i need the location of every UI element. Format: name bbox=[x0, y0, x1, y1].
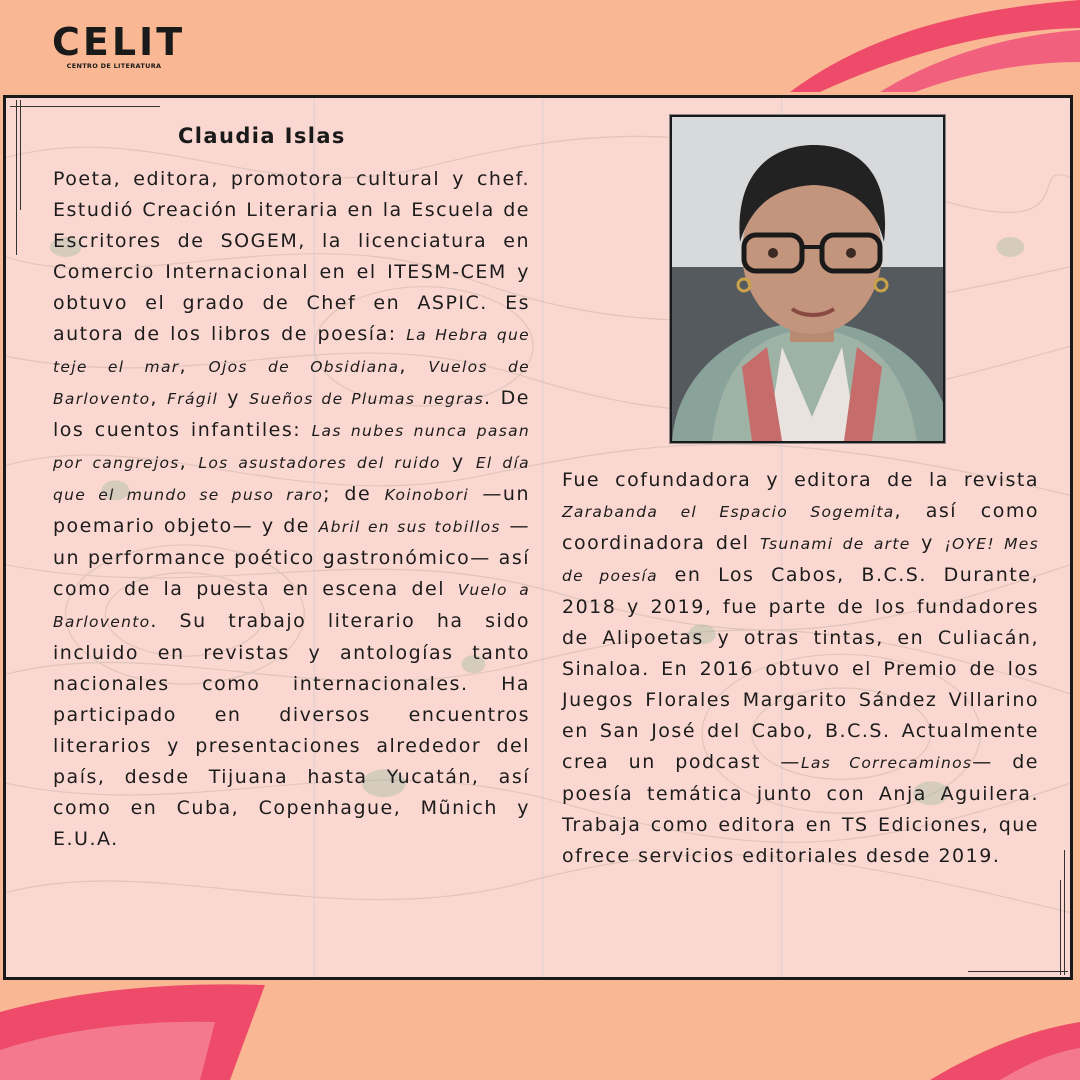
book-title: Ojos de Obsidiana bbox=[208, 358, 400, 376]
bio-text: Fue cofundadora y editora de la revista bbox=[562, 469, 1039, 491]
bio-text: en Los Cabos, B.C.S. Durante, 2018 y 2019, fue parte de los fundadores de Alipoetas y otras tintas, en Culiacán, Sinaloa. En 2016 obtuvo el Premio de los Juegos Florales Margarito Sández Villarino en San José del Cabo, B.C.S. Actualmente crea un podcast — bbox=[562, 564, 1039, 773]
book-title: Frágil bbox=[167, 390, 219, 408]
bio-text: y bbox=[440, 451, 476, 473]
bio-text: ; de bbox=[323, 483, 385, 505]
frame-line-right-2 bbox=[1060, 880, 1061, 975]
bio-text: , bbox=[179, 451, 199, 473]
book-title: Los asustadores del ruido bbox=[198, 454, 441, 472]
bio-text: Poeta, editora, promotora cultural y chef. Estudió Creación Literaria en la Escuela de Escritores de SOGEM, la licenciatura en Comercio Internacional en el ITESM-CEM y obtuvo el grado de Chef en ASPIC. Es autora de los libros de poesía: bbox=[53, 168, 530, 345]
book-title: Las nubes nunca pasan por cangrejos bbox=[53, 422, 530, 472]
bio-text: — de poesía temática junto con Anja Aguilera. Trabaja como editora en TS Ediciones, que ofrece servicios editoriales desde 2019. bbox=[562, 751, 1039, 867]
bio-text: , bbox=[150, 387, 168, 409]
book-title: Las Correcaminos bbox=[800, 754, 973, 772]
book-title: Vuelo a Barlovento bbox=[53, 581, 530, 631]
frame-line-left bbox=[16, 100, 17, 255]
logo-wordmark: CELIT bbox=[52, 20, 186, 64]
bio-text: . Su trabajo literario ha sido incluido en revistas y antologías tanto nacionales como internacionales. Ha participado en diversos encuentros literarios y presentaciones alrededor del país, desde Tijuana hasta Yucatán, así como en Cuba, Copenhague, Mũnich y E.U.A. bbox=[53, 610, 530, 850]
bio-text: —un poemario objeto— y de bbox=[53, 483, 531, 537]
book-title: Zarabanda el Espacio Sogemita bbox=[562, 503, 895, 521]
book-title: La Hebra que teje el mar bbox=[53, 326, 530, 376]
bio-text: , así como coordinadora del bbox=[562, 500, 1039, 554]
celit-logo[interactable] bbox=[52, 20, 186, 70]
book-title: Koinobori bbox=[384, 486, 470, 504]
bio-text: y bbox=[218, 387, 250, 409]
book-title: Sueños de Plumas negras bbox=[249, 390, 484, 408]
logo-subtitle: CENTRO DE LITERATURA bbox=[66, 62, 162, 70]
author-name: Claudia Islas bbox=[178, 124, 346, 148]
bio-text: , bbox=[179, 355, 209, 377]
bio-right-column bbox=[562, 465, 1039, 872]
bio-text: , bbox=[399, 355, 429, 377]
bio-text: . De los cuentos infantiles: bbox=[53, 387, 530, 441]
bio-left-column bbox=[53, 164, 530, 855]
frame-line-bottom bbox=[968, 971, 1068, 972]
frame-line-right bbox=[1064, 850, 1065, 975]
frame-line-left-2 bbox=[20, 100, 21, 210]
book-title: Vuelos de Barlovento bbox=[53, 358, 530, 408]
book-title: Abril en sus tobillos bbox=[318, 518, 501, 536]
bio-text: y bbox=[910, 532, 945, 554]
book-title: Tsunami de arte bbox=[760, 535, 911, 553]
book-title: El día que el mundo se puso raro bbox=[53, 454, 530, 504]
portrait-image bbox=[672, 117, 943, 441]
bio-text: —un performance poético gastronómico— así como de la puesta en escena del bbox=[53, 515, 530, 600]
book-title: ¡OYE! Mes de poesía bbox=[562, 535, 1039, 585]
frame-line-top bbox=[10, 106, 160, 107]
author-photo bbox=[670, 115, 945, 443]
